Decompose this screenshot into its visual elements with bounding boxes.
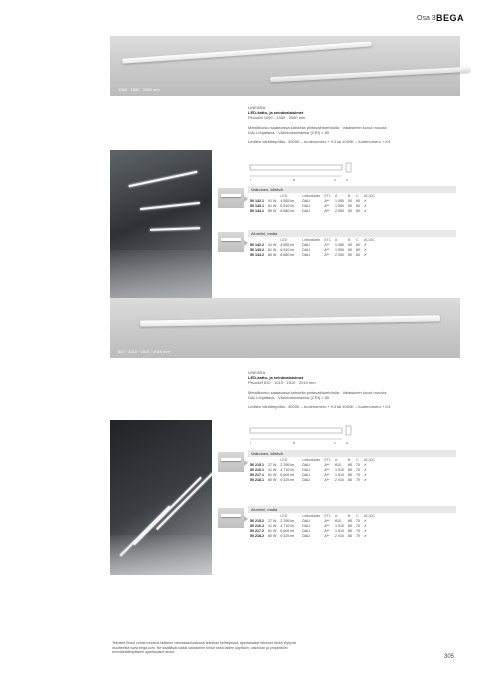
interior-photo-2 bbox=[110, 420, 212, 575]
product-desc-1: Metallirunko saatavissa kahdella pintavaihtoehdolla · Valaisimen kuvut muovia bbox=[248, 389, 387, 395]
footer-note bbox=[112, 641, 412, 655]
product-photo-1 bbox=[110, 36, 460, 96]
table-row: 50 143.2 61 W 6 510 lm DALI A** 1 550 50 60 ✔ bbox=[250, 248, 367, 252]
page-number: 305 bbox=[444, 654, 455, 660]
product-photo-2 bbox=[110, 298, 460, 358]
table-row: 50 217.2 61 W 6 605 lm DALI A** 1 510 85 70 ✔ bbox=[250, 529, 367, 533]
product-subtitle: LED-katto- ja seinävalaisimet bbox=[248, 375, 304, 381]
variant-thumb-white bbox=[218, 452, 244, 472]
product-lengths: Pituudet 810 · 1010 · 1510 · 2010 mm bbox=[248, 380, 316, 386]
product-desc-2: DALI-ohjattava · Värintoistoindeksi (CRI) > 80 bbox=[248, 394, 330, 400]
spec-table-2-aluminium: LED Liitäntälaite ETL A B C AC/DC 50 215.2 27 W 2 295 lm DALI A** 810 85 70 ✔ 50 216.2 41 W 4 710 lm DALI A** 1 010 85 70 ✔ 50 217.2 61 W 6 605 lm DALI A** 1 510 85 70 ✔ 50 218.2 80 W 9 425 lm DALI A** 2 010 85 70 ✔ bbox=[250, 514, 376, 538]
photo-dimension-label: 810 · 1010 · 1510 · 2010 mm bbox=[118, 349, 170, 354]
product-lengths: Pituudet 1050 · 1550 · 2050 mm bbox=[248, 115, 306, 121]
product-subtitle: LED-katto- ja seinävalaisimet bbox=[248, 110, 304, 116]
variant-thumb-aluminium bbox=[218, 508, 244, 528]
product-title: LINEARA bbox=[248, 105, 266, 110]
table-row: 50 216.1 41 W 4 710 lm DALI A** 1 010 85 70 ✔ bbox=[250, 468, 367, 472]
diagram-label-b: B bbox=[293, 178, 296, 182]
section-label: Osa 3 bbox=[417, 15, 436, 22]
product-desc-2: DALI-ohjattava · Värintoistoindeksi (CRI) > 80 bbox=[248, 129, 330, 135]
photo-dimension-label: 1050 · 1550 · 2050 mm bbox=[118, 87, 160, 92]
diagram-label-l: l bbox=[250, 441, 251, 445]
interior-photo-1 bbox=[110, 150, 212, 305]
product-desc-1: Metallirunko saatavissa kahdella pintavaihtoehdolla · Valaisimen kuvut muovia bbox=[248, 124, 387, 130]
diagram-label-h: ·H· bbox=[345, 178, 350, 182]
dimension-diagram-2 bbox=[248, 425, 358, 445]
product-info-2 bbox=[248, 370, 458, 409]
table-row: 50 218.2 80 W 9 425 lm DALI A** 2 010 85 70 ✔ bbox=[250, 534, 367, 538]
product-title: LINEARA bbox=[248, 370, 266, 375]
diagram-label-h: ·H· bbox=[345, 441, 350, 445]
table-row: 50 142.2 41 W 4 555 lm DALI A** 1 050 50 60 ✔ bbox=[250, 243, 367, 247]
spec-table-2-white: LED Liitäntälaite ETL A B C AC/DC 50 215.1 27 W 2 295 lm DALI A** 810 85 70 ✔ 50 216.1 41 W 4 710 lm DALI A** 1 010 85 70 ✔ 50 217.1 61 W 6 605 lm DALI A** 1 510 85 70 ✔ 50 218.1 80 W 9 425 lm DALI A** 2 010 85 70 ✔ bbox=[250, 458, 376, 482]
diagram-label-c: C bbox=[334, 178, 337, 182]
group-heading: Valkoinen, kiiltävä bbox=[248, 186, 456, 193]
group-heading: Alumiini, matta bbox=[248, 230, 456, 237]
table-row: 50 143.1 61 W 6 510 lm DALI A** 1 550 50 60 ✔ bbox=[250, 204, 367, 208]
spec-table-1-aluminium: LED Liitäntälaite ETL A B C AC/DC 50 142.2 41 W 4 555 lm DALI A** 1 050 50 60 ✔ 50 143.2 61 W 6 510 lm DALI A** 1 550 50 60 ✔ 50 144.2 80 W 8 680 lm DALI A** 2 050 50 60 ✔ bbox=[250, 238, 376, 257]
diagram-label-c: C bbox=[334, 441, 337, 445]
footer-line-2: osoitteesta www.bega.com. Ne sisältävät kaikki valaisimen tiedot sekä laiden käyttöön, valoviran ja ympäristön bbox=[112, 645, 288, 650]
table-row: 50 218.1 80 W 9 425 lm DALI A** 2 010 85 70 ✔ bbox=[250, 478, 367, 482]
diagram-label-b: B bbox=[293, 441, 296, 445]
footer-line-3: erinnäistäämpäisten ajantasaiset ansot. bbox=[112, 650, 176, 655]
table-row: 50 215.1 27 W 2 295 lm DALI A** 810 85 70 ✔ bbox=[250, 463, 367, 467]
variant-thumb-white bbox=[218, 188, 244, 208]
table-row: 50 217.1 61 W 6 605 lm DALI A** 1 510 85 70 ✔ bbox=[250, 473, 367, 477]
product-info-1 bbox=[248, 105, 458, 144]
table-row: 50 142.1 41 W 4 555 lm DALI A** 1 050 50 60 ✔ bbox=[250, 199, 367, 203]
diagram-label-l: l bbox=[250, 178, 251, 182]
group-heading: Alumiini, matta bbox=[248, 506, 456, 513]
table-row: 50 144.1 80 W 8 680 lm DALI A** 2 050 50 60 ✔ bbox=[250, 209, 367, 213]
brand-logo: BEGA bbox=[436, 13, 465, 23]
spec-table-1-white: LED Liitäntälaite ETL A B C AC/DC 50 142.1 41 W 4 555 lm DALI A** 1 050 50 60 ✔ 50 143.1 61 W 6 510 lm DALI A** 1 550 50 60 ✔ 50 144.1 80 W 8 680 lm DALI A** 2 050 50 60 ✔ bbox=[250, 194, 376, 213]
variant-thumb-aluminium bbox=[218, 232, 244, 252]
group-heading: Valkoinen, kiiltävä bbox=[248, 450, 456, 457]
table-row: 50 144.2 80 W 8 680 lm DALI A** 2 050 50 60 ✔ bbox=[250, 253, 367, 257]
table-row: 50 215.2 27 W 2 295 lm DALI A** 810 85 70 ✔ bbox=[250, 519, 367, 523]
dimension-diagram-1 bbox=[248, 162, 358, 182]
product-color-temp: Lediten värilämpötila : 3000K – tuotenumero + K3 tai 4000K – tuotenumero + K4 bbox=[248, 139, 391, 145]
footer-line-1: Tekniset tiedot voivat muuttua laatteen valmassaoloaikana teknikan kehittyessä. Ajantasaiset tekniset tiedot löytyvät bbox=[112, 641, 296, 645]
product-color-temp: Lediten värilämpötila : 3000K – tuotenumero + K3 tai 4000K – tuotenumero + K4 bbox=[248, 404, 391, 410]
table-row: 50 216.2 41 W 4 710 lm DALI A** 1 010 85 70 ✔ bbox=[250, 524, 367, 528]
